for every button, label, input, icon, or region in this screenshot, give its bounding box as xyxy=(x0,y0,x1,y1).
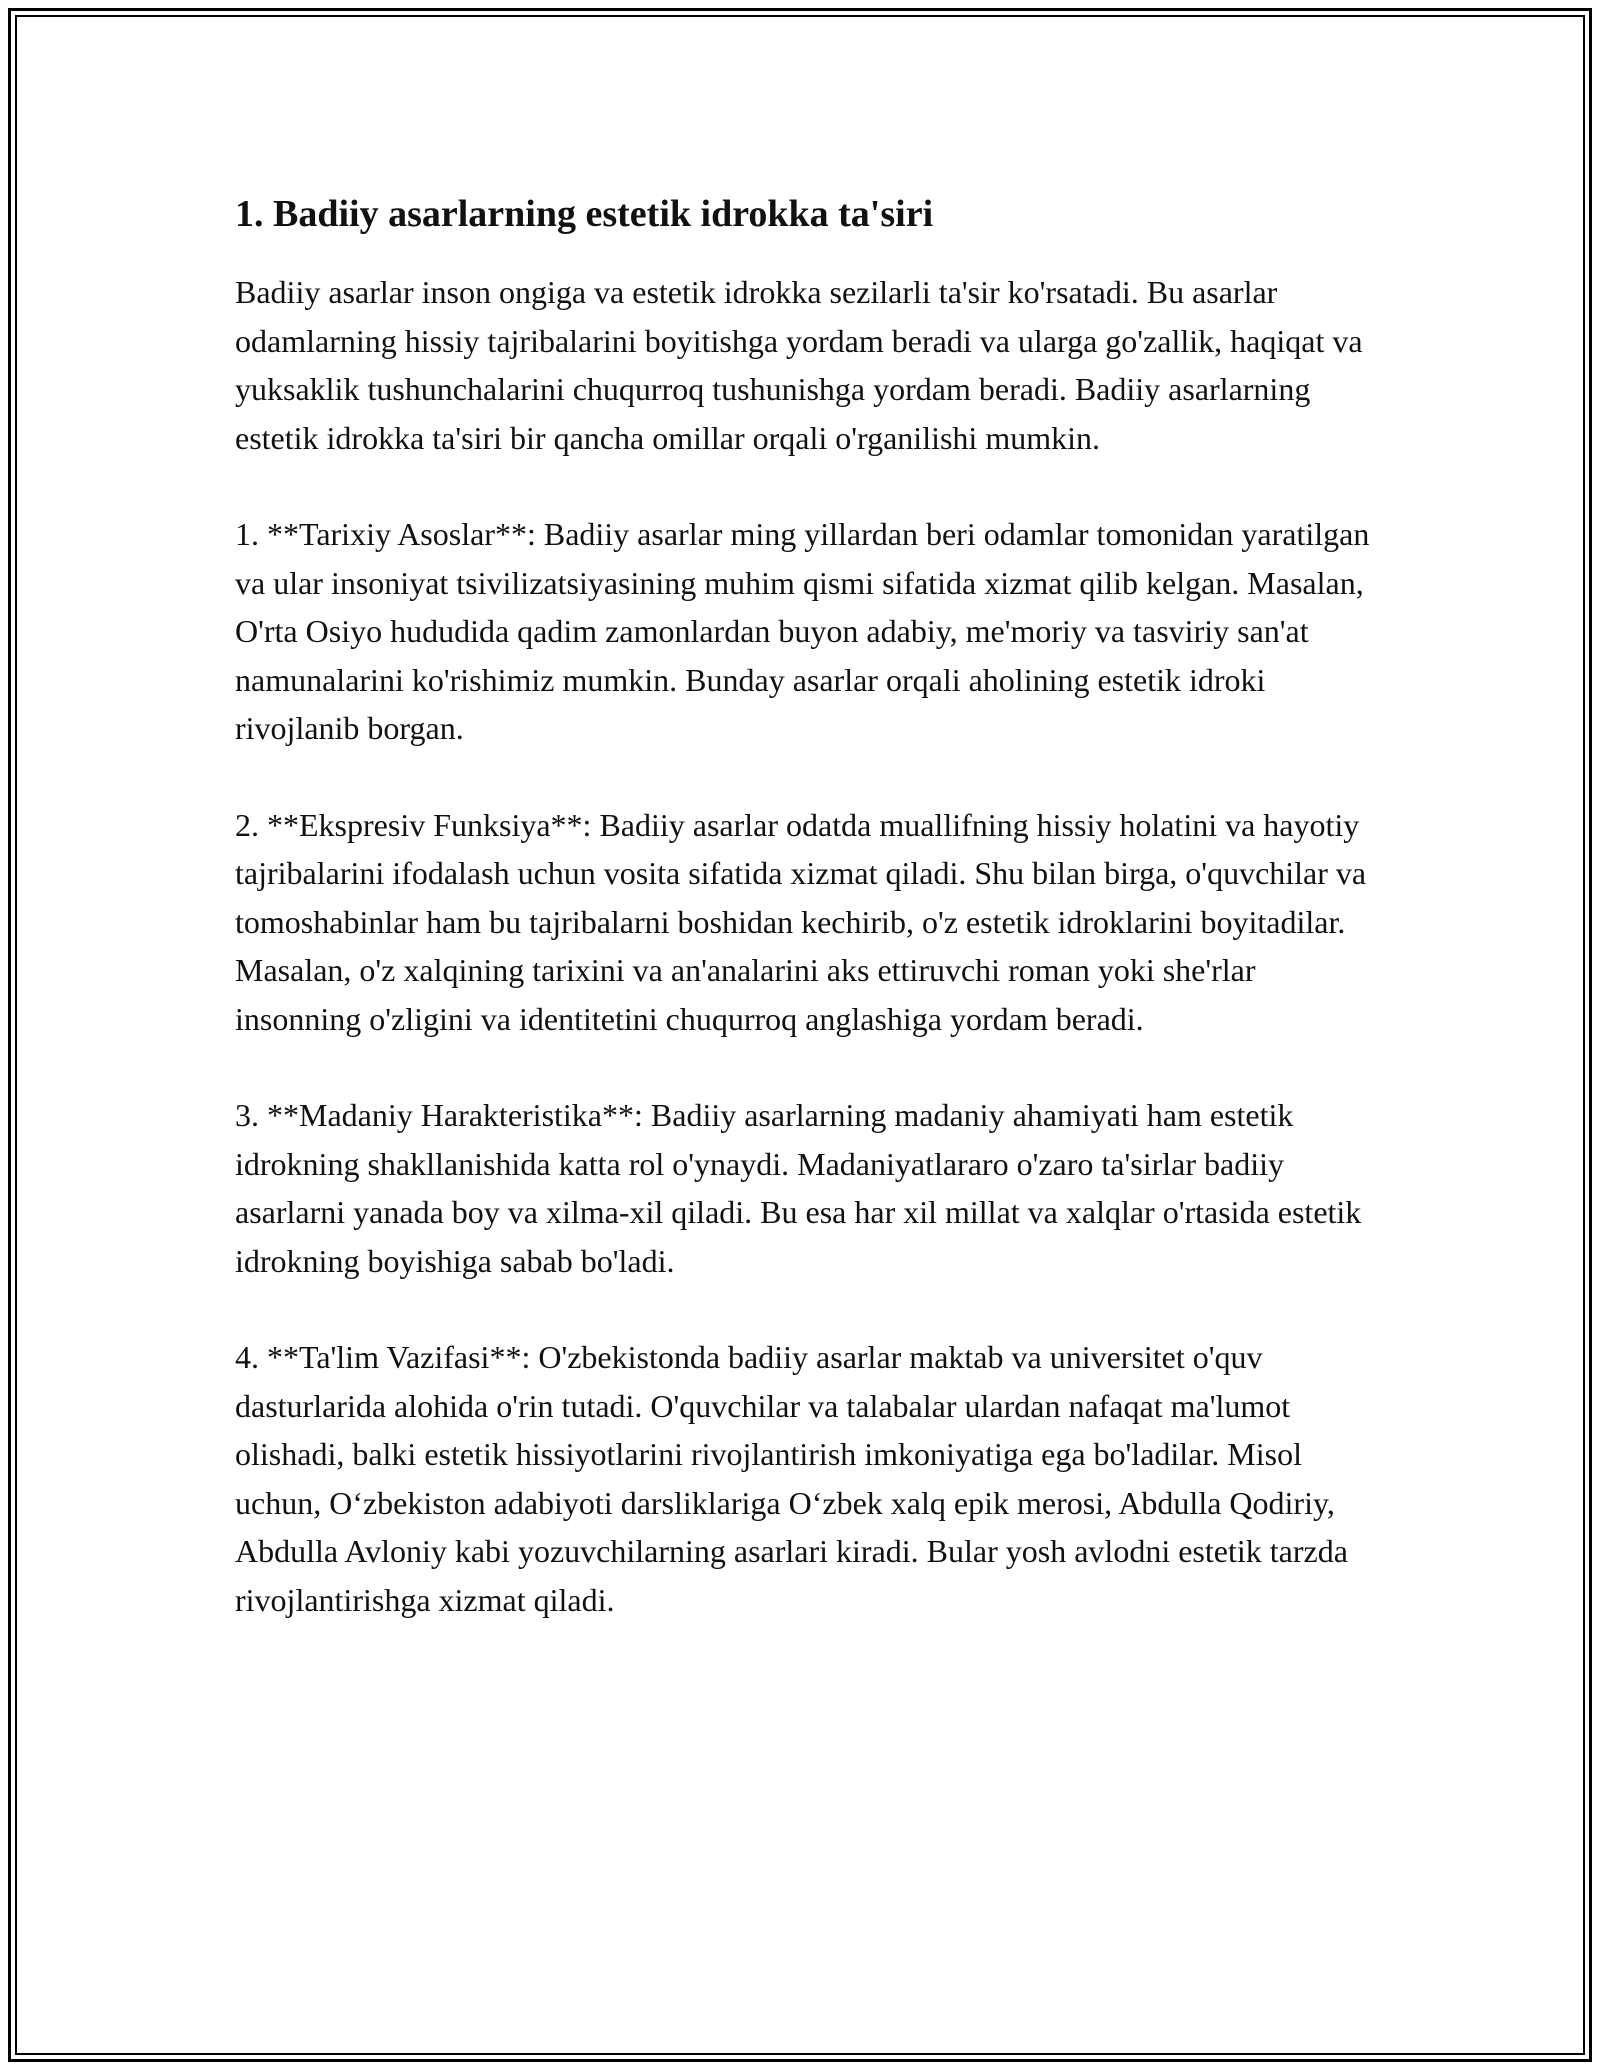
document-body xyxy=(235,190,1370,1672)
paragraph-talim-vazifasi: 4. **Ta'lim Vazifasi**: O'zbekistonda badiiy asarlar maktab va universitet o'quv dasturlarida alohida o'rin tutadi. O'quvchilar va talabalar ulardan nafaqat ma'lumot olishadi, balki estetik hissiyotlarini rivojlantirish imkoniyatiga ega bo'ladilar. Misol uchun, O‘zbekiston adabiyoti darsliklariga O‘zbek xalq epik merosi, Abdulla Qodiriy, Abdulla Avloniy kabi yozuvchilarning asarlari kiradi. Bular yosh avlodni estetik tarzda rivojlantirishga xizmat qiladi. xyxy=(235,1339,1348,1618)
intro-paragraph: Badiiy asarlar inson ongiga va estetik idrokka sezilarli ta'sir ko'rsatadi. Bu asarlar odamlarning hissiy tajribalarini boyitishga yordam beradi va ularga go'zallik, haqiqat va yuksaklik tushunchalarini chuqurroq tushunishga yordam beradi. Badiiy asarlarning estetik idrokka ta'siri bir qancha omillar orqali o'rganilishi mumkin. xyxy=(235,274,1363,456)
paragraph-tarixiy-asoslar: 1. **Tarixiy Asoslar**: Badiiy asarlar ming yillardan beri odamlar tomonidan yaratilgan va ular insoniyat tsivilizatsiyasining muhim qismi sifatida xizmat qilib kelgan. Masalan, O'rta Osiyo hududida qadim zamonlardan buyon adabiy, me'moriy va tasviriy san'at namunalarini ko'rishimiz mumkin. Bunday asarlar orqali aholining estetik idroki rivojlanib borgan. xyxy=(235,516,1370,746)
section-heading: 1. Badiiy asarlarning estetik idrokka ta'siri xyxy=(235,193,934,235)
paragraph-ekspresiv-funksiya: 2. **Ekspresiv Funksiya**: Badiiy asarlar odatda muallifning hissiy holatini va hayotiy tajribalarini ifodalash uchun vosita sifatida xizmat qiladi. Shu bilan birga, o'quvchilar va tomoshabinlar ham bu tajribalarni boshidan kechirib, o'z estetik idroklarini boyitadilar. Masalan, o'z xalqining tarixini va an'analarini aks ettiruvchi roman yoki she'rlar insonning o'zligini va identitetini chuqurroq anglashiga yordam beradi. xyxy=(235,806,1367,1037)
paragraph-madaniy-harakteristika: 3. **Madaniy Harakteristika**: Badiiy asarlarning madaniy ahamiyati ham estetik idrokning shakllanishida katta rol o'ynaydi. Madaniyatlararo o'zaro ta'sirlar badiiy asarlarni yanada boy va xilma-xil qiladi. Bu esa har xil millat va xalqlar o'rtasida estetik idrokning boyishiga sabab bo'ladi. xyxy=(235,1097,1362,1279)
